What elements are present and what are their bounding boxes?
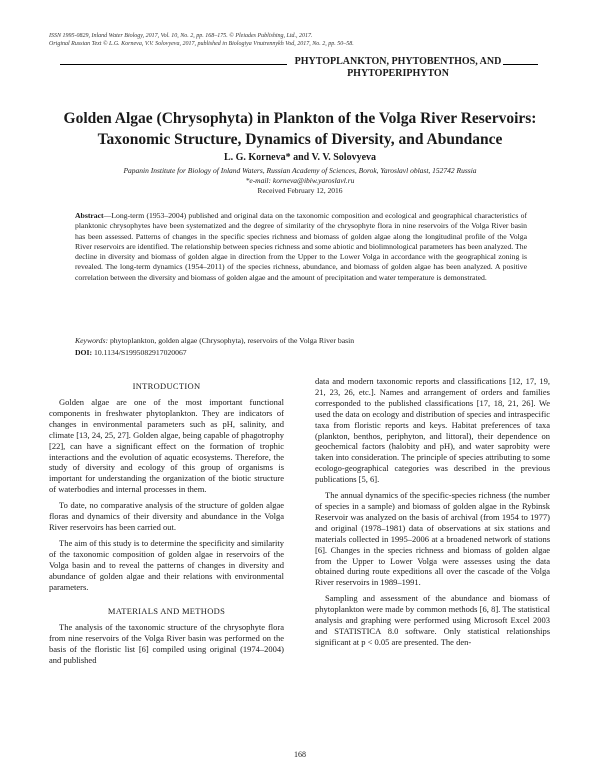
- introduction-heading: INTRODUCTION: [132, 381, 201, 391]
- methods-paragraph-1: The analysis of the taxonomic structure of the chrysophyte flora from nine reservoirs of the Volga River basin was performed on the basis of the floristic list [6] compiled using original (1974–2004) and published: [49, 622, 284, 666]
- abstract-label: Abstract: [75, 211, 104, 220]
- intro-paragraph-2: To date, no comparative analysis of the structure of golden algae floras and dynamics of their diversity and abundance in the Volga River reservoirs has been carried out.: [49, 500, 284, 532]
- section-heading: [60, 53, 538, 85]
- keywords-label: Keywords:: [75, 336, 109, 345]
- doi-label: DOI:: [75, 348, 93, 357]
- right-paragraph-3: Sampling and assessment of the abundance and biomass of phytoplankton were made by common methods [6, 8]. The statistical analysis and graphing were performed using Microsoft Excel 2003 and STATISTICA 8.0 software. Only statistical relationships significant at p < 0.05 are presented. The den-: [315, 593, 550, 647]
- journal-header-line1: ISSN 1995-0829, Inland Water Biology, 2017, Vol. 10, No. 2, pp. 168–175. © Pleiades Publishing, Ltd., 2017.: [49, 33, 313, 39]
- abstract: [75, 211, 527, 283]
- journal-header-line2: Original Russian Text © L.G. Korneva, V.V. Solovyeva, 2017, published in Biologiya Vnutrennykh Vod, 2017, No. 2, pp. 50–58.: [49, 41, 354, 47]
- email[interactable]: *e-mail: korneva@ibiw.yaroslavl.ru: [245, 176, 355, 185]
- abstract-text: —Long-term (1953–2004) published and original data on the taxonomic composition and ecological and geographical characteristics of planktonic chrysophytes have been systematized and the degree of similarity of the chrysophyte flora in nine reservoirs of the Volga River basin has been assessed. Patterns of changes in the specific species richness and biomass of golden algae along the longitudinal profile of the Volga River reservoirs are identified. The relationship between species richness and some abiotic and biolimnological parameters has been analyzed. The decline in diversity and biomass of golden algae in direction from the Upper to the Lower Volga in accordance with the geographical zoning is revealed. The long-term dynamics (1954–2011) of the species richness, abundance, and biomass of golden algae has been analyzed. A positive correlation between the diversity and biomass of golden algae and the amount of precipitation and water temperature is demonstrated.: [75, 211, 527, 282]
- article-title: Golden Algae (Chrysophyta) in Plankton of the Volga River Reservoirs: Taxonomic Structure, Dynamics of Diversity, and Abundance: [63, 110, 537, 148]
- received-date: Received February 12, 2016: [257, 186, 343, 195]
- right-paragraph-1: data and modern taxonomic reports and classifications [12, 17, 19, 21, 23, 26, etc.]. Names and arrangement of orders and families corresponded to the published classifications [17, 18, 21, 26]. We used the data on ecology and distribution of species and intraspecific taxa from floristic reports and keys. Habitat preferences of taxa (plankton, benthos, periphyton, and littoral), their dependence on geochemical factors (halobity and pH), and water saprobity were taken into consideration. The principle of species attributing to some ecologo-geographical categories was described in the previous publications [5, 6].: [315, 376, 550, 485]
- section-title: PHYTOPLANKTON, PHYTOBENTHOS, AND PHYTOPERIPHYTON: [287, 56, 503, 80]
- intro-paragraph-3: The aim of this study is to determine the specificity and similarity of the taxonomic composition of golden algae in reservoirs of the Volga basin and to reveal the patterns of changes in diversity and abundance of golden algae and their relations with environmental parameters.: [49, 537, 284, 592]
- intro-paragraph-1: Golden algae are one of the most important functional components in freshwater phytoplankton. They are indicators of changes in environmental parameters such as pH, salinity, and climate [13, 24, 25, 27]. Golden algae, being capable of phagotrophy [22], can have a significant effect on the formation of trophic interactions and the evolution of aquatic ecosystems. Therefore, the study of diversity and ecology of this group of organisms is important for understanding the organization of the biotic structure of waterbodies and internal processes in them.: [49, 397, 284, 495]
- methods-heading: MATERIALS AND METHODS: [107, 606, 226, 617]
- right-paragraph-2: The annual dynamics of the specific-species richness (the number of species in a sample) and biomass of golden algae in the Rybinsk Reservoir was analyzed on the basis of archival (from 1954 to 1977) and original (1978–1981) data of observations at six stations and materials collected in 1995–2006 at a broadened network of stations [6]. Changes in the species richness and biomass of golden algae from the Upper to Lower Volga were assesses using the data obtained during route expeditions all over the cascade of the Volga River reservoirs in 1989–1991.: [315, 490, 550, 588]
- doi-text[interactable]: 10.1134/S1995082917020067: [94, 348, 187, 357]
- doi: [75, 348, 527, 358]
- affiliation: Papanin Institute for Biology of Inland Waters, Russian Academy of Sciences, Borok, Yaroslavl oblast, 152742 Russia: [123, 166, 477, 175]
- keywords-text: phytoplankton, golden algae (Chrysophyta), reservoirs of the Volga River basin: [109, 336, 355, 345]
- right-column: [315, 376, 550, 653]
- left-column: [49, 381, 284, 671]
- authors: L. G. Korneva* and V. V. Solovyeva: [223, 152, 377, 163]
- keywords: [75, 336, 527, 346]
- page-number: 168: [294, 750, 306, 759]
